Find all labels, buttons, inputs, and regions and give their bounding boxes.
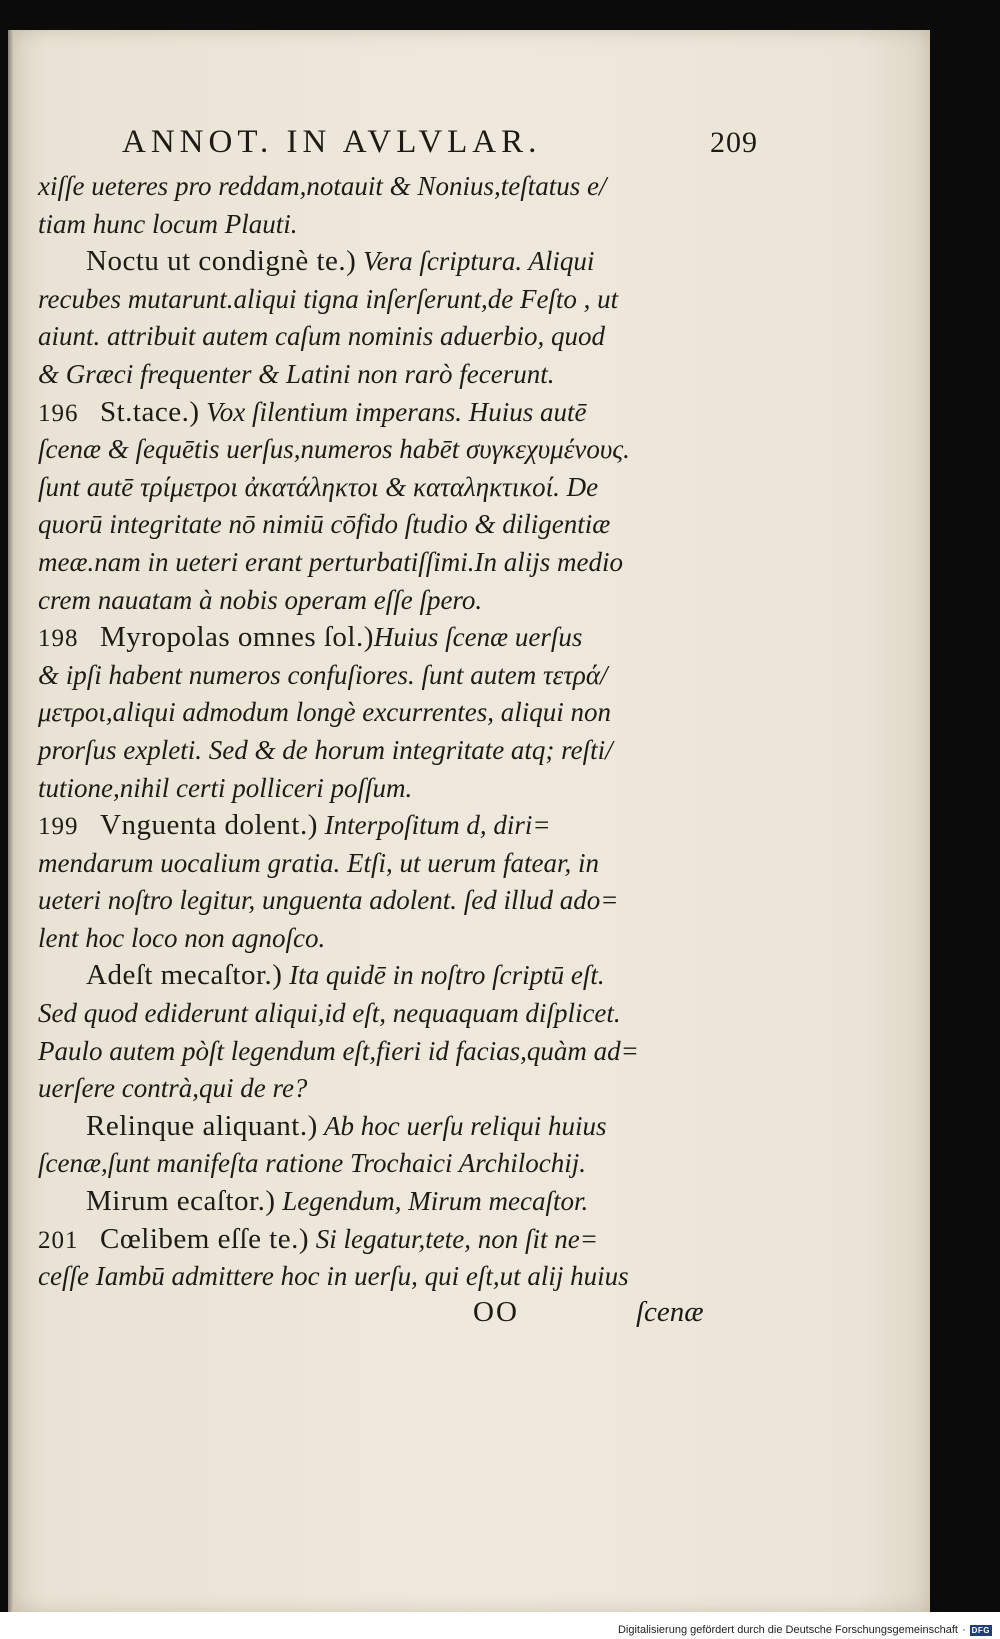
text-line <box>38 920 738 958</box>
text-lines <box>38 168 738 1296</box>
page-number: 209 <box>710 126 758 159</box>
text-line <box>38 732 738 770</box>
text-line <box>38 506 738 544</box>
text-line <box>38 168 738 206</box>
lemma: Cœlibem eſſe te.) <box>100 1222 310 1255</box>
line-text: μετροι,aliqui admodum longè excurrentes, aliqui non <box>38 697 611 728</box>
line-text: mendarum uocalium gratia. Etſi, ut uerum fatear, in <box>38 847 599 878</box>
text-line <box>38 1258 738 1296</box>
lemma: Myropolas omnes ſol.) <box>100 621 374 654</box>
text-line <box>38 845 738 883</box>
dfg-logo: DFG <box>971 1625 990 1635</box>
text-line <box>38 770 738 808</box>
line-text: meæ.nam in ueteri erant perturbatiſſimi.In alijs medio <box>38 546 623 577</box>
running-head-title: ANNOT. IN AVLVLAR. <box>122 124 542 160</box>
line-text: Ab hoc uerſu reliqui huius <box>317 1110 607 1141</box>
text-line <box>38 957 738 995</box>
verse-number: 199 <box>38 813 79 841</box>
verse-number: 198 <box>38 625 79 653</box>
catchline <box>38 1296 738 1336</box>
verse-number: 201 <box>38 1226 79 1254</box>
running-head <box>38 112 758 168</box>
text-line <box>38 469 738 507</box>
lemma: St.tace.) <box>100 395 200 428</box>
line-text: Vox ſilentium imperans. Huius autē <box>199 396 587 427</box>
line-text: xiſſe ueteres pro reddam,notauit & Nonius,teſtatus e/ <box>38 171 607 201</box>
text-line <box>38 619 738 657</box>
line-text: ſcenæ & ſequētis uerſus,numeros habēt συγκεχυμένους. <box>38 434 630 465</box>
text-line <box>38 356 738 394</box>
line-text: tutione,nihil certi polliceri poſſum. <box>38 772 413 803</box>
text-line <box>38 1183 738 1221</box>
line-text: ſunt autē τρίμετροι ἀκατάληκτοι & καταληκτικοί. De <box>38 471 599 502</box>
line-text: crem nauatam à nobis operam eſſe ſpero. <box>38 584 483 615</box>
line-text: uerſere contrà,qui de re? <box>38 1073 308 1104</box>
text-line <box>38 243 738 281</box>
lemma: Relinque aliquant.) <box>86 1109 318 1142</box>
text-line <box>38 394 738 432</box>
book-page <box>8 30 930 1612</box>
line-text: prorſus expleti. Sed & de horum integritate atq; reſti/ <box>38 734 613 765</box>
text-block <box>38 112 758 1336</box>
line-text: Huius ſcenæ uerſus <box>373 622 583 653</box>
text-line <box>38 1070 738 1108</box>
lemma: Vnguenta dolent.) <box>100 809 318 842</box>
text-line <box>38 1221 738 1259</box>
credit-text: Digitalisierung gefördert durch die Deutsche Forschungsgemeinschaft <box>617 1624 958 1636</box>
page-binding-edge <box>8 30 14 1612</box>
line-text: quorū integritate nō nimiū cōfido ſtudio & diligentiæ <box>38 509 611 540</box>
line-text: & Græci frequenter & Latini non rarò fecerunt. <box>38 358 555 389</box>
text-line <box>38 206 738 244</box>
line-text: ſcenæ,ſunt manifeſta ratione Trochaici Archilochij. <box>38 1148 586 1179</box>
catchword: ſcenæ <box>636 1295 704 1328</box>
line-text: Vera ſcriptura. Aliqui <box>356 246 595 277</box>
lemma: Mirum ecaſtor.) <box>86 1185 276 1218</box>
line-text: Sed quod ediderunt aliqui,id eſt, nequaquam diſplicet. <box>38 998 621 1029</box>
line-text: Si legatur,tete, non ſit ne= <box>309 1223 598 1254</box>
text-line <box>38 807 738 845</box>
text-line <box>38 1145 738 1183</box>
text-line <box>38 657 738 695</box>
text-line <box>38 1108 738 1146</box>
line-text: & ipſi habent numeros confuſiores. ſunt autem τετρά/ <box>38 659 608 690</box>
lemma: Noctu ut condignè te.) <box>86 245 357 278</box>
line-text: ueteri noſtro legitur, unguenta adolent. ſed illud ado= <box>38 885 619 916</box>
signature-mark: OO <box>473 1295 519 1328</box>
text-line <box>38 882 738 920</box>
text-line <box>38 544 738 582</box>
text-line <box>38 694 738 732</box>
lemma: Adeſt mecaſtor.) <box>86 959 283 992</box>
text-line <box>38 431 738 469</box>
line-text: Legendum, Mirum mecaſtor. <box>275 1186 589 1217</box>
text-line <box>38 582 738 620</box>
line-text: Interpoſitum d, diri= <box>317 810 551 841</box>
line-text: tiam hunc locum Plauti. <box>38 208 298 239</box>
line-text: Paulo autem pòſt legendum eſt,fieri id facias,quàm ad= <box>38 1035 639 1066</box>
line-text: aiunt. attribuit autem caſum nominis aduerbio, quod <box>38 321 605 352</box>
digitization-credit: Digitalisierung gefördert durch die Deutsche Forschungsgemeinschaft · DFG <box>617 1624 990 1636</box>
line-text: ceſſe Iambū admittere hoc in uerſu, qui eſt,ut alij huius <box>38 1261 629 1292</box>
line-text: lent hoc loco non agnoſco. <box>38 922 326 953</box>
text-line <box>38 318 738 356</box>
text-line <box>38 281 738 319</box>
line-text: Ita quidē in noſtro ſcriptū eſt. <box>282 960 605 991</box>
text-line <box>38 1033 738 1071</box>
line-text: recubes mutarunt.aliqui tigna inſerſerunt,de Feſto , ut <box>38 283 619 314</box>
text-line <box>38 995 738 1033</box>
verse-number: 196 <box>38 399 79 427</box>
